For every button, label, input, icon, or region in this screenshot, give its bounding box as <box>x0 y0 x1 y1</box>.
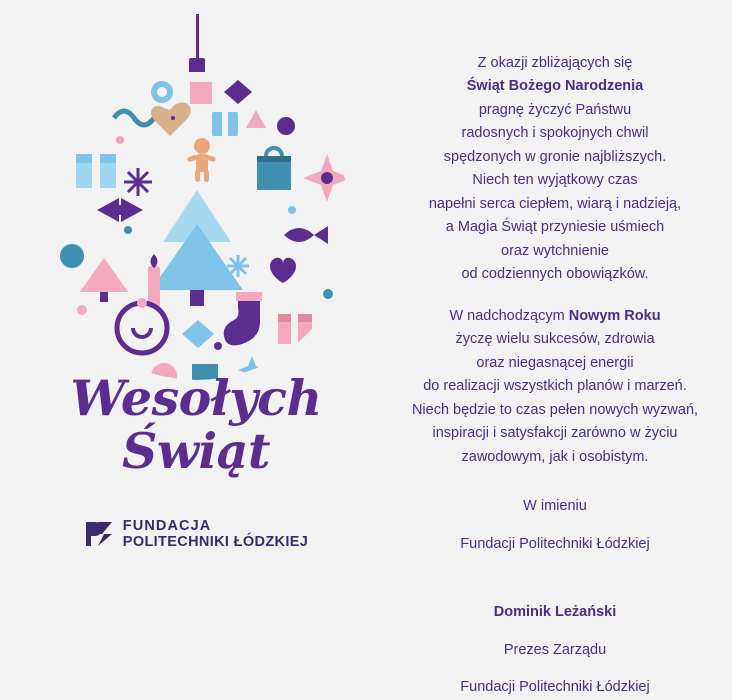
message-line: Niech będzie to czas pełen nowych wyzwań, <box>411 401 699 418</box>
new-year-bold: Nowym Roku <box>568 307 661 324</box>
message-line: radosnych i spokojnych chwil <box>461 125 649 142</box>
message-line: napełni serca ciepłem, wiarą i nadzieją, <box>428 195 682 212</box>
foundation-logo-text <box>123 518 308 550</box>
signature-role: Prezes Zarządu <box>503 641 607 658</box>
message-line: spędzonych w gronie najbliższych. <box>443 148 667 165</box>
signature-spacer <box>400 571 710 587</box>
fundacja-politechniki-lodzkiej-logo-icon <box>84 519 114 549</box>
foundation-logo-line-1: FUNDACJA <box>122 518 212 534</box>
message-line: inspiracji i satysfakcji zarówno w życiu <box>432 425 678 442</box>
greeting-line-2: Świąt <box>121 421 271 480</box>
message-line: oraz wytchnienie <box>501 242 609 259</box>
message-line: pragnę życzyć Państwu <box>478 101 632 118</box>
message-line: życzę wielu sukcesów, zdrowia <box>455 331 655 348</box>
message-line: a Magia Świąt przyniesie uśmiech <box>445 219 665 236</box>
paragraph-spacer <box>400 287 710 305</box>
message-line: Niech ten wyjątkowy czas <box>472 172 638 189</box>
card-left-panel <box>0 0 392 615</box>
bauble-string <box>196 14 199 62</box>
message-line-bold: Świąt Bożego Narodzenia <box>466 78 644 95</box>
message-line: zawodowym, jak i osobistym. <box>461 448 649 465</box>
signature-block <box>400 495 710 699</box>
new-year-prefix: W nadchodzącym <box>449 307 569 324</box>
message-line: oraz niegasnącej energii <box>476 354 634 371</box>
christmas-bauble-illustration <box>32 14 362 384</box>
greeting-heading <box>0 369 392 480</box>
card-right-panel <box>392 0 732 696</box>
message-line: do realizacji wszystkich planów i marzeń. <box>423 378 687 395</box>
greeting-message <box>400 52 710 469</box>
message-line: od codziennych obowiązków. <box>461 266 649 283</box>
signature-on-behalf-1: W imieniu <box>523 498 587 515</box>
greeting-line-1: Wesołych <box>70 369 322 427</box>
foundation-logo-line-2: POLITECHNIKI ŁÓDZKIEJ <box>122 534 309 551</box>
signature-organization: Fundacji Politechniki Łódzkiej <box>460 679 650 696</box>
signature-name: Dominik Leżański <box>493 604 617 621</box>
foundation-logo <box>0 518 392 550</box>
bauble-body <box>42 70 352 380</box>
signature-on-behalf-2: Fundacji Politechniki Łódzkiej <box>460 535 650 552</box>
message-line-new-year <box>400 305 710 328</box>
message-line: Z okazji zbliżających się <box>477 55 633 71</box>
